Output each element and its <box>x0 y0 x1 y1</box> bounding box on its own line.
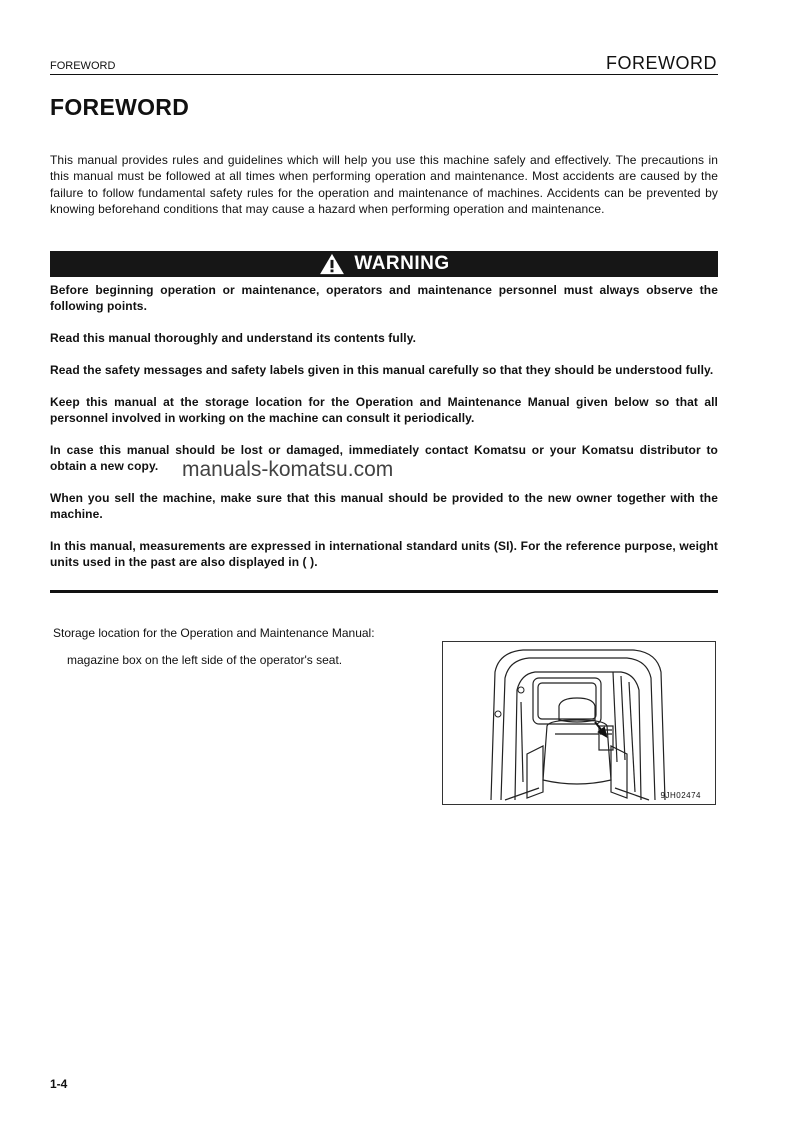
page-title: FOREWORD <box>50 94 190 120</box>
warning-paragraph: In this manual, measurements are expressed in international standard units (SI). For the reference purpose, weight units used in the past are also displayed in ( ). <box>50 539 718 569</box>
storage-location-label: Storage location for the Operation and Maintenance Manual: <box>53 626 375 640</box>
watermark-text: manuals-komatsu.com <box>182 458 394 481</box>
page-number: 1-4 <box>50 1077 68 1091</box>
warning-paragraph: Keep this manual at the storage location for the Operation and Maintenance Manual given below so that all personnel involved in working on the machine can consult it periodically. <box>50 395 718 425</box>
warning-triangle-icon <box>318 253 346 275</box>
operator-seat-figure <box>442 641 716 805</box>
warning-paragraph: Read the safety messages and safety labels given in this manual carefully so that they should be understood fully. <box>50 363 714 377</box>
cab-illustration <box>443 642 715 804</box>
warning-paragraph: Read this manual thoroughly and understand its contents fully. <box>50 331 417 345</box>
storage-location-text: magazine box on the left side of the operator's seat. <box>67 653 343 667</box>
warning-paragraph: In case this manual should be lost or damaged, immediately contact Komatsu or your Komatsu distributor to obtain a new copy. <box>50 443 718 473</box>
warning-end-rule <box>50 590 718 593</box>
header-section-left: FOREWORD <box>50 60 116 72</box>
header-section-right: FOREWORD <box>606 53 717 73</box>
intro-paragraph: This manual provides rules and guidelines which will help you use this machine safely and effectively. The precautions in this manual must be followed at all times when performing operation and maintenance. Most accidents are caused by the failure to follow fundamental safety rules for the operation and maintenance of machines. Accidents can be prevented by knowing beforehand conditions that may cause a hazard when performing operation and maintenance. <box>50 153 718 216</box>
warning-body <box>50 282 718 586</box>
figure-code: 9JH02474 <box>660 791 701 800</box>
warning-paragraph: When you sell the machine, make sure that this manual should be provided to the new owner together with the machine. <box>50 491 718 521</box>
warning-title: WARNING <box>354 253 450 274</box>
header-rule <box>50 74 718 75</box>
warning-paragraph: Before beginning operation or maintenance, operators and maintenance personnel must always observe the following points. <box>50 283 718 313</box>
warning-banner <box>50 251 718 277</box>
